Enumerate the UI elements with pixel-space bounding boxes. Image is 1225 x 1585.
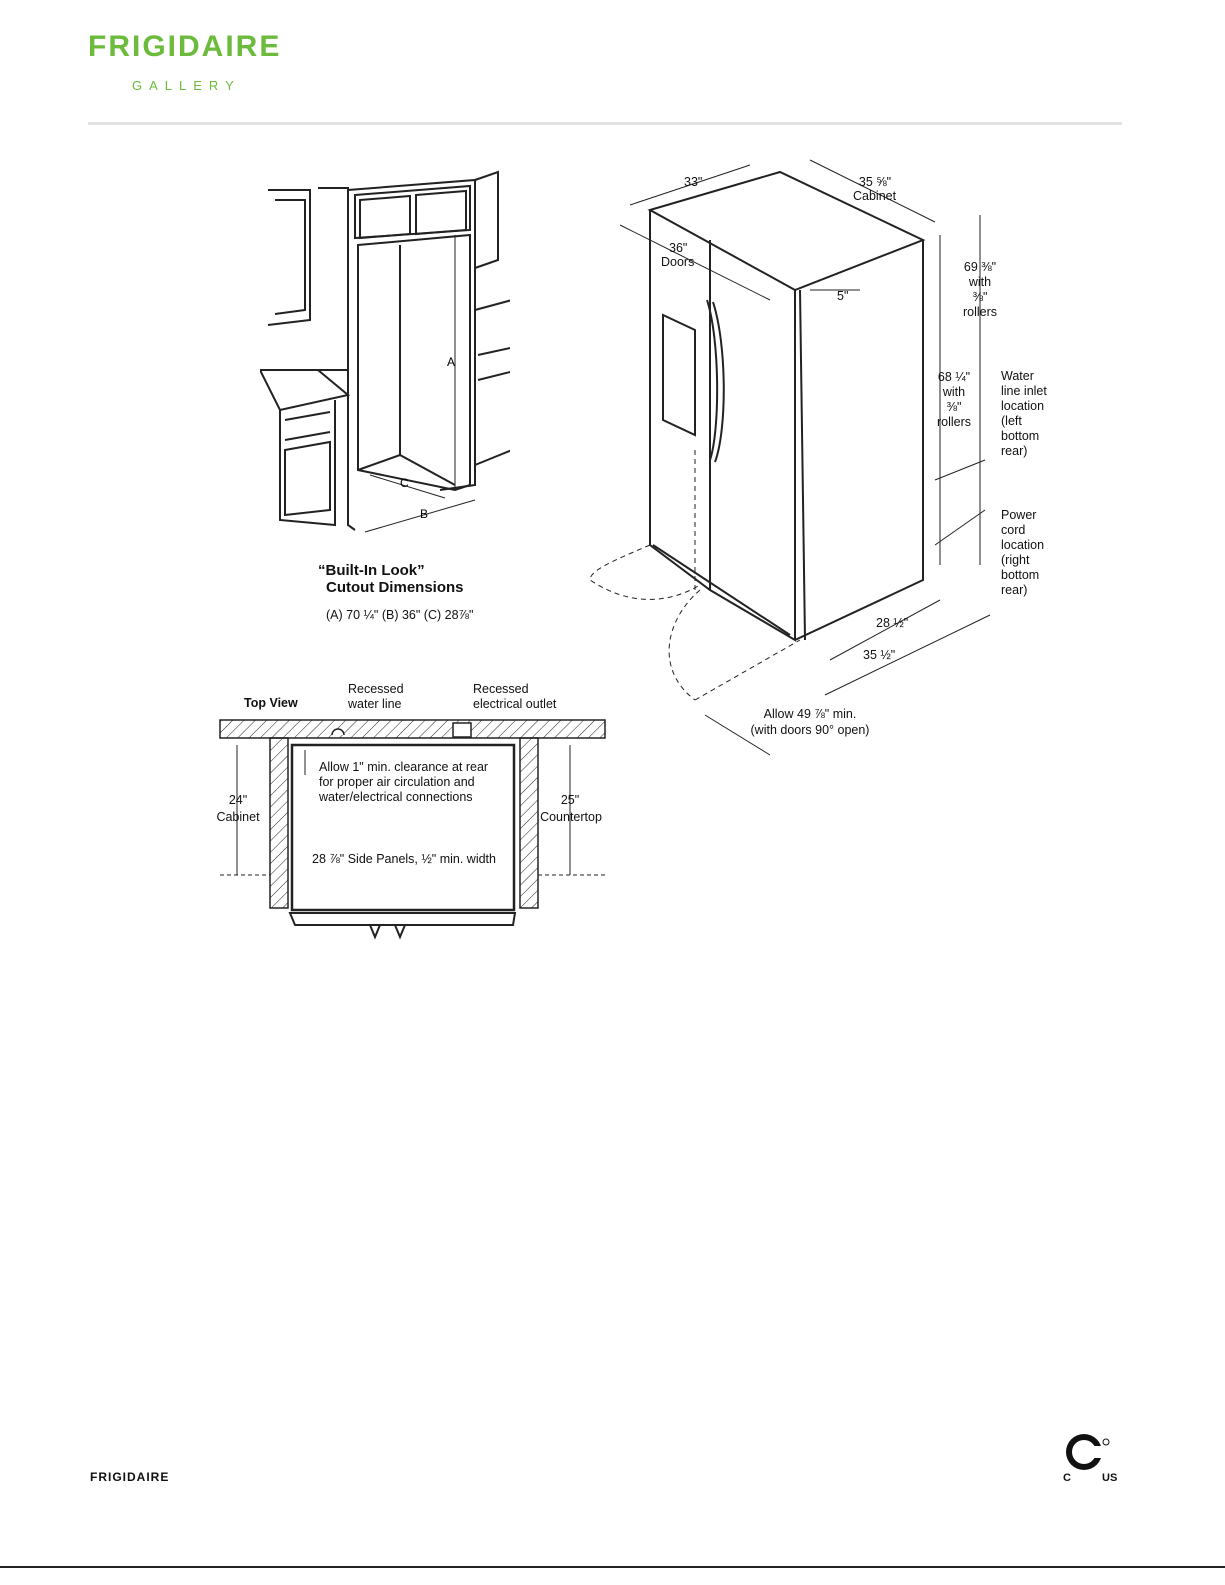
fridge-cabinet-depth: 35 ⅝"	[858, 175, 892, 189]
brand-sub-logo: GALLERY	[132, 78, 241, 93]
refrigerator-illustration	[585, 150, 1005, 770]
brand-logo: FRIGIDAIRE	[88, 30, 282, 63]
fridge-height-total-word: rollers	[962, 305, 998, 319]
power-cord-note: Power cord location (right bottom rear)	[1001, 508, 1045, 597]
fridge-doors-word: Doors	[661, 255, 695, 269]
top-view-title: Top View	[244, 696, 298, 710]
header-divider	[88, 122, 1122, 125]
cutout-label-c: C	[400, 476, 409, 490]
fridge-doors-width: 36"	[669, 241, 688, 255]
footer-brand-logo: FRIGIDAIRE	[90, 1470, 170, 1484]
recessed-water-label: Recessed	[348, 682, 404, 696]
fridge-height-total: 69 ⅜"	[963, 260, 997, 274]
door-swing-clearance: Allow 49 ⅞" min.	[763, 707, 857, 721]
fridge-height-case: 68 ¼"	[937, 370, 971, 384]
cabinet-depth-word: Cabinet	[216, 810, 260, 824]
fridge-height-case-roller: ⅜"	[946, 400, 962, 414]
builtin-subtitle: Cutout Dimensions	[326, 579, 464, 596]
builtin-title: “Built-In Look”	[318, 562, 425, 579]
countertop-depth-value: 25"	[560, 793, 580, 807]
fridge-height-total-roller: ⅜"	[972, 290, 988, 304]
cert-us-label: US	[1102, 1472, 1118, 1484]
door-swing-note: (with doors 90° open)	[750, 723, 870, 737]
clearance-note-3: water/electrical connections	[319, 790, 473, 804]
fridge-width-outer: 35 ½"	[863, 648, 896, 662]
clearance-note-2: for proper air circulation and	[319, 775, 475, 789]
builtin-cutout-illustration	[260, 150, 510, 540]
cutout-label-b: B	[420, 507, 429, 521]
cabinet-depth-value: 24"	[228, 793, 248, 807]
cert-c-label: C	[1063, 1472, 1071, 1484]
cutout-label-a: A	[447, 355, 456, 369]
fridge-depth-top: 33"	[684, 175, 703, 189]
top-view-diagram	[215, 715, 610, 945]
builtin-dimensions: (A) 70 ¼" (B) 36" (C) 28⅞"	[326, 608, 474, 622]
countertop-depth-word: Countertop	[540, 810, 602, 824]
recessed-outlet-sub: electrical outlet	[473, 697, 557, 711]
fridge-offset: 5"	[837, 289, 849, 303]
csa-certification-icon	[1062, 1430, 1112, 1474]
recessed-outlet-label: Recessed	[473, 682, 529, 696]
side-panels-note: 28 ⅞" Side Panels, ½" min. width	[312, 852, 496, 866]
fridge-height-total-with: with	[968, 275, 992, 289]
page-bottom-rule	[0, 1566, 1225, 1568]
fridge-width-inner: 28 ½"	[876, 616, 909, 630]
clearance-note-1: Allow 1" min. clearance at rear	[319, 760, 489, 774]
water-inlet-note: Water line inlet location (left bottom rear)	[1001, 369, 1047, 458]
fridge-cabinet-word: Cabinet	[853, 189, 897, 203]
fridge-height-case-with: with	[942, 385, 966, 399]
fridge-height-case-word: rollers	[936, 415, 972, 429]
recessed-water-sub: water line	[348, 697, 402, 711]
